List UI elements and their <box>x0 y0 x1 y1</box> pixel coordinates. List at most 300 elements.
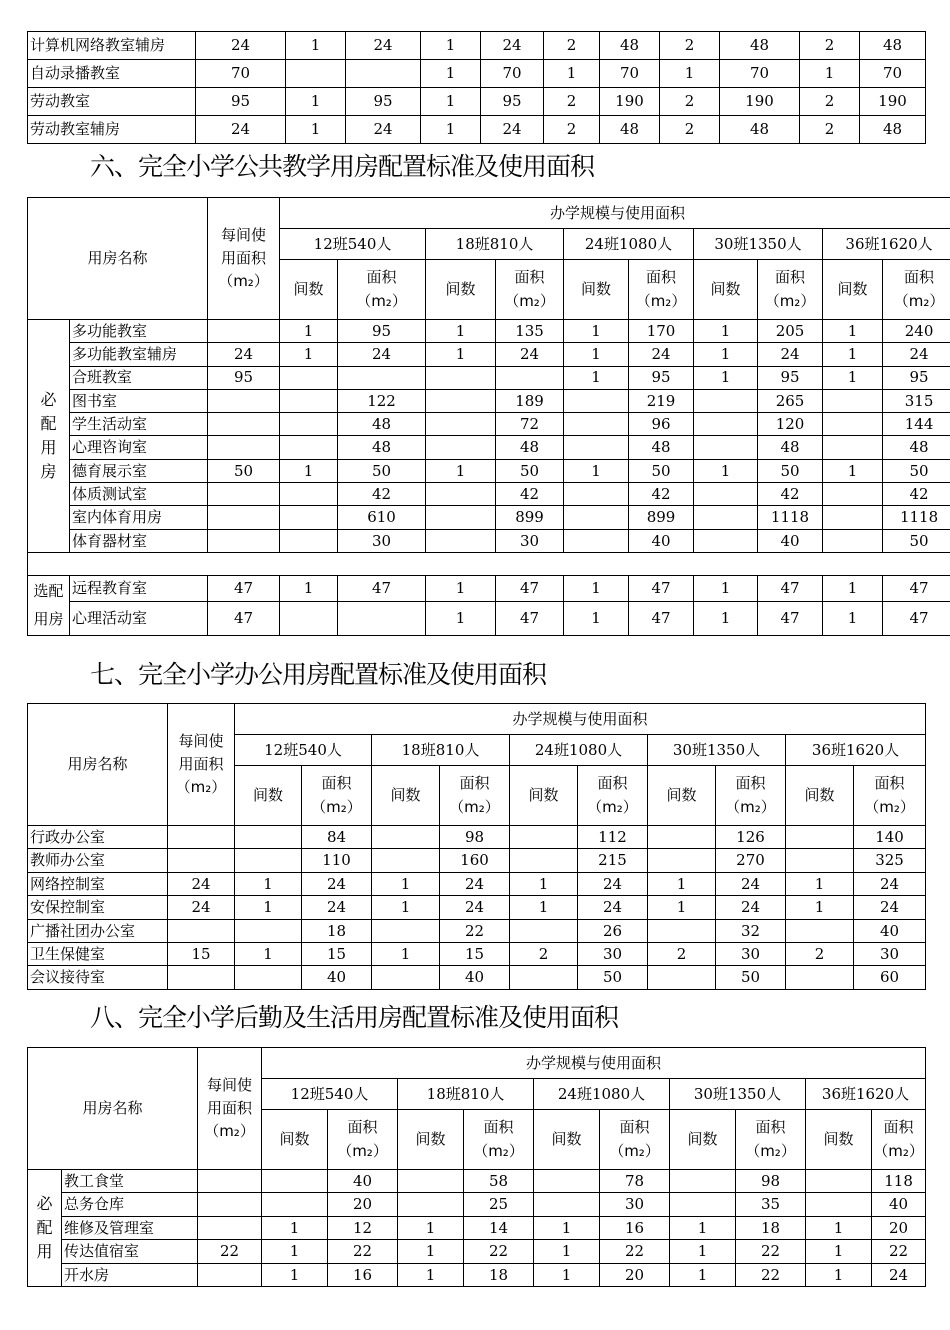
header-count: 间数 <box>510 766 578 826</box>
room-name-cell: 会议接待室 <box>28 966 168 989</box>
value-cell: 58 <box>464 1170 534 1193</box>
table-row <box>28 506 950 529</box>
header-count: 间数 <box>786 766 854 826</box>
value-cell <box>208 483 280 506</box>
value-cell: 1118 <box>758 506 823 529</box>
room-name-cell: 劳动教室 <box>28 88 196 116</box>
value-cell: 26 <box>578 919 648 942</box>
value-cell <box>372 849 440 872</box>
value-cell: 1 <box>398 1263 464 1286</box>
header-per-room-area: 每间使 用面积 （m₂） <box>208 198 280 320</box>
value-cell: 899 <box>629 506 694 529</box>
value-cell: 18 <box>464 1263 534 1286</box>
value-cell <box>426 483 496 506</box>
value-cell: 95 <box>883 366 950 389</box>
header-area: 面积 （m₂） <box>758 260 823 320</box>
value-cell: 30 <box>578 942 648 965</box>
header-scale-2: 24班1080人 <box>564 229 694 260</box>
value-cell: 47 <box>338 575 426 601</box>
room-name-cell: 自动录播教室 <box>28 60 196 88</box>
value-cell <box>823 413 883 436</box>
header-area: 面积 （m₂） <box>872 1110 926 1170</box>
room-name-cell: 学生活动室 <box>70 413 208 436</box>
header-scale: 办学规模与使用面积 <box>235 704 926 735</box>
value-cell <box>426 413 496 436</box>
header-count: 间数 <box>235 766 302 826</box>
value-cell: 1 <box>694 601 758 635</box>
value-cell: 24 <box>716 896 786 919</box>
value-cell: 190 <box>860 88 926 116</box>
value-cell <box>198 1193 262 1216</box>
value-cell <box>338 601 426 635</box>
value-cell: 2 <box>786 942 854 965</box>
value-cell: 1 <box>426 343 496 366</box>
value-cell: 50 <box>496 459 564 482</box>
value-cell: 22 <box>736 1263 806 1286</box>
value-cell: 1 <box>510 872 578 895</box>
spacer-row <box>28 552 950 575</box>
value-cell: 20 <box>328 1193 398 1216</box>
value-cell: 1 <box>262 1216 328 1239</box>
value-cell: 1 <box>262 1263 328 1286</box>
header-count: 间数 <box>806 1110 872 1170</box>
value-cell <box>823 506 883 529</box>
table-row <box>28 32 926 60</box>
value-cell: 40 <box>302 966 372 989</box>
value-cell: 2 <box>800 32 860 60</box>
value-cell <box>208 413 280 436</box>
value-cell <box>823 436 883 459</box>
table-row <box>28 436 950 459</box>
value-cell: 40 <box>854 919 926 942</box>
value-cell: 24 <box>578 896 648 919</box>
value-cell: 24 <box>168 896 235 919</box>
required-group-label: 必 配 用 房 <box>28 320 70 553</box>
value-cell: 22 <box>440 919 510 942</box>
value-cell: 22 <box>198 1240 262 1263</box>
value-cell <box>534 1193 600 1216</box>
value-cell <box>426 436 496 459</box>
value-cell: 1 <box>426 320 496 343</box>
value-cell: 98 <box>440 826 510 849</box>
value-cell: 42 <box>496 483 564 506</box>
value-cell <box>235 966 302 989</box>
value-cell <box>510 966 578 989</box>
value-cell: 1 <box>670 1263 736 1286</box>
value-cell: 48 <box>758 436 823 459</box>
value-cell: 20 <box>600 1263 670 1286</box>
value-cell: 18 <box>736 1216 806 1239</box>
value-cell <box>823 483 883 506</box>
value-cell <box>426 506 496 529</box>
value-cell: 1 <box>398 1240 464 1263</box>
table-row <box>28 483 950 506</box>
value-cell: 24 <box>208 343 280 366</box>
value-cell: 1 <box>648 896 716 919</box>
table-row <box>28 872 926 895</box>
value-cell: 24 <box>440 896 510 919</box>
value-cell: 24 <box>196 116 286 144</box>
value-cell: 122 <box>338 389 426 412</box>
header-count: 间数 <box>372 766 440 826</box>
value-cell <box>510 919 578 942</box>
value-cell: 30 <box>496 529 564 552</box>
value-cell: 118 <box>872 1170 926 1193</box>
value-cell: 50 <box>716 966 786 989</box>
header-area: 面积 （m₂） <box>578 766 648 826</box>
value-cell: 47 <box>758 601 823 635</box>
value-cell: 24 <box>578 872 648 895</box>
value-cell: 1 <box>534 1216 600 1239</box>
header-scale-0: 12班540人 <box>280 229 426 260</box>
header-count: 间数 <box>280 260 338 320</box>
room-name-cell: 教师办公室 <box>28 849 168 872</box>
value-cell <box>564 506 629 529</box>
room-name-cell: 体育器材室 <box>70 529 208 552</box>
value-cell: 95 <box>346 88 421 116</box>
header-room-name: 用房名称 <box>28 198 208 320</box>
header-count: 间数 <box>694 260 758 320</box>
value-cell <box>694 529 758 552</box>
value-cell: 240 <box>883 320 950 343</box>
value-cell <box>208 436 280 459</box>
value-cell: 60 <box>854 966 926 989</box>
value-cell: 325 <box>854 849 926 872</box>
value-cell <box>168 966 235 989</box>
value-cell: 24 <box>440 872 510 895</box>
value-cell: 70 <box>600 60 660 88</box>
value-cell: 1 <box>398 1216 464 1239</box>
value-cell: 24 <box>168 872 235 895</box>
value-cell: 170 <box>629 320 694 343</box>
value-cell <box>648 849 716 872</box>
value-cell: 24 <box>481 32 544 60</box>
value-cell: 18 <box>302 919 372 942</box>
value-cell: 24 <box>338 343 426 366</box>
value-cell: 47 <box>496 575 564 601</box>
value-cell: 22 <box>872 1240 926 1263</box>
value-cell <box>564 483 629 506</box>
value-cell <box>564 389 629 412</box>
value-cell: 1 <box>694 366 758 389</box>
header-count: 间数 <box>262 1110 328 1170</box>
value-cell: 1 <box>564 601 629 635</box>
value-cell: 1 <box>421 88 481 116</box>
value-cell: 24 <box>629 343 694 366</box>
value-cell: 190 <box>600 88 660 116</box>
header-area: 面积 （m₂） <box>440 766 510 826</box>
room-name-cell: 德育展示室 <box>70 459 208 482</box>
value-cell: 24 <box>854 872 926 895</box>
value-cell: 1 <box>694 320 758 343</box>
header-scale-4: 36班1620人 <box>786 735 926 766</box>
value-cell: 112 <box>578 826 648 849</box>
header-scale-3: 30班1350人 <box>670 1079 806 1110</box>
value-cell <box>280 436 338 459</box>
value-cell: 1 <box>286 32 346 60</box>
value-cell: 1 <box>786 872 854 895</box>
value-cell: 24 <box>302 872 372 895</box>
room-name-cell: 计算机网络教室辅房 <box>28 32 196 60</box>
value-cell: 84 <box>302 826 372 849</box>
value-cell: 22 <box>736 1240 806 1263</box>
value-cell: 30 <box>716 942 786 965</box>
value-cell <box>286 60 346 88</box>
spacer-cell <box>28 552 950 575</box>
value-cell: 1 <box>372 872 440 895</box>
value-cell <box>510 826 578 849</box>
value-cell: 1 <box>564 366 629 389</box>
room-name-cell: 网络控制室 <box>28 872 168 895</box>
table-row <box>28 1263 926 1286</box>
value-cell: 899 <box>496 506 564 529</box>
table-row <box>28 389 950 412</box>
table-row <box>28 942 926 965</box>
value-cell: 1 <box>806 1216 872 1239</box>
header-count: 间数 <box>648 766 716 826</box>
value-cell <box>398 1193 464 1216</box>
value-cell: 42 <box>758 483 823 506</box>
value-cell <box>786 826 854 849</box>
value-cell: 219 <box>629 389 694 412</box>
value-cell: 1 <box>235 942 302 965</box>
optional-group-label: 选配 用房 <box>28 575 70 635</box>
value-cell <box>372 826 440 849</box>
value-cell: 40 <box>629 529 694 552</box>
table-row <box>28 1216 926 1239</box>
header-per-room-area: 每间使 用面积 （m₂） <box>198 1048 262 1170</box>
value-cell: 1 <box>286 88 346 116</box>
header-scale-1: 18班810人 <box>372 735 510 766</box>
room-name-cell: 劳动教室辅房 <box>28 116 196 144</box>
value-cell: 1 <box>421 60 481 88</box>
value-cell: 30 <box>600 1193 670 1216</box>
value-cell: 1 <box>660 60 720 88</box>
room-name-cell: 多功能教室 <box>70 320 208 343</box>
value-cell: 1 <box>806 1263 872 1286</box>
header-area: 面积 （m₂） <box>716 766 786 826</box>
value-cell: 24 <box>196 32 286 60</box>
value-cell: 1 <box>426 459 496 482</box>
table-row <box>28 966 926 989</box>
value-cell: 265 <box>758 389 823 412</box>
table-row <box>28 1193 926 1216</box>
value-cell <box>346 60 421 88</box>
value-cell: 48 <box>860 116 926 144</box>
value-cell: 30 <box>338 529 426 552</box>
room-name-cell: 安保控制室 <box>28 896 168 919</box>
value-cell: 98 <box>736 1170 806 1193</box>
value-cell: 144 <box>883 413 950 436</box>
table-row <box>28 826 926 849</box>
value-cell: 1 <box>564 320 629 343</box>
value-cell: 40 <box>758 529 823 552</box>
value-cell: 610 <box>338 506 426 529</box>
value-cell: 1 <box>280 459 338 482</box>
value-cell: 1 <box>426 601 496 635</box>
header-scale-4: 36班1620人 <box>806 1079 926 1110</box>
value-cell: 40 <box>440 966 510 989</box>
header-area: 面积 （m₂） <box>883 260 950 320</box>
value-cell: 48 <box>600 116 660 144</box>
value-cell: 1 <box>235 872 302 895</box>
value-cell <box>510 849 578 872</box>
value-cell: 40 <box>328 1170 398 1193</box>
value-cell: 47 <box>883 575 950 601</box>
room-name-cell: 总务仓库 <box>62 1193 198 1216</box>
value-cell: 25 <box>464 1193 534 1216</box>
value-cell: 2 <box>510 942 578 965</box>
room-name-cell: 开水房 <box>62 1263 198 1286</box>
section7-table <box>27 703 926 990</box>
value-cell: 2 <box>544 88 600 116</box>
table-row <box>28 60 926 88</box>
value-cell: 2 <box>660 32 720 60</box>
value-cell <box>262 1193 328 1216</box>
header-count: 间数 <box>534 1110 600 1170</box>
value-cell: 1 <box>280 343 338 366</box>
value-cell <box>208 506 280 529</box>
value-cell <box>235 919 302 942</box>
value-cell: 47 <box>208 575 280 601</box>
header-count: 间数 <box>398 1110 464 1170</box>
value-cell: 2 <box>544 32 600 60</box>
value-cell: 1 <box>534 1263 600 1286</box>
value-cell <box>534 1170 600 1193</box>
value-cell <box>670 1170 736 1193</box>
value-cell <box>208 389 280 412</box>
room-name-cell: 室内体育用房 <box>70 506 208 529</box>
room-name-cell: 合班教室 <box>70 366 208 389</box>
table-row <box>28 919 926 942</box>
value-cell <box>198 1170 262 1193</box>
value-cell: 95 <box>758 366 823 389</box>
table-row <box>28 88 926 116</box>
value-cell: 15 <box>440 942 510 965</box>
value-cell: 95 <box>338 320 426 343</box>
value-cell: 1 <box>670 1216 736 1239</box>
header-area: 面积 （m₂） <box>338 260 426 320</box>
header-count: 间数 <box>670 1110 736 1170</box>
value-cell: 15 <box>302 942 372 965</box>
table-row <box>28 1240 926 1263</box>
value-cell: 189 <box>496 389 564 412</box>
value-cell: 22 <box>464 1240 534 1263</box>
value-cell: 1118 <box>883 506 950 529</box>
section8-table <box>27 1047 926 1287</box>
value-cell: 1 <box>806 1240 872 1263</box>
value-cell <box>806 1170 872 1193</box>
table-row <box>28 413 950 436</box>
value-cell <box>208 320 280 343</box>
value-cell <box>564 436 629 459</box>
value-cell: 24 <box>758 343 823 366</box>
value-cell: 205 <box>758 320 823 343</box>
value-cell: 47 <box>496 601 564 635</box>
value-cell: 135 <box>496 320 564 343</box>
value-cell: 32 <box>716 919 786 942</box>
value-cell <box>694 506 758 529</box>
value-cell: 24 <box>302 896 372 919</box>
value-cell: 70 <box>860 60 926 88</box>
value-cell <box>426 529 496 552</box>
value-cell: 24 <box>346 32 421 60</box>
value-cell: 1 <box>426 575 496 601</box>
value-cell <box>670 1193 736 1216</box>
room-name-cell: 体质测试室 <box>70 483 208 506</box>
value-cell: 1 <box>823 601 883 635</box>
header-area: 面积 （m₂） <box>629 260 694 320</box>
value-cell: 110 <box>302 849 372 872</box>
table-row <box>28 896 926 919</box>
table-row <box>28 1170 926 1193</box>
value-cell <box>786 849 854 872</box>
value-cell: 30 <box>854 942 926 965</box>
value-cell: 1 <box>421 32 481 60</box>
value-cell <box>280 529 338 552</box>
value-cell: 95 <box>481 88 544 116</box>
table-row <box>28 575 950 601</box>
value-cell: 42 <box>629 483 694 506</box>
room-name-cell: 图书室 <box>70 389 208 412</box>
value-cell: 2 <box>800 88 860 116</box>
value-cell <box>198 1263 262 1286</box>
header-area: 面积 （m₂） <box>496 260 564 320</box>
value-cell: 35 <box>736 1193 806 1216</box>
value-cell <box>496 366 564 389</box>
value-cell <box>280 483 338 506</box>
section6-title: 六、完全小学公共教学用房配置标准及使用面积 <box>90 152 595 181</box>
value-cell: 50 <box>208 459 280 482</box>
value-cell: 315 <box>883 389 950 412</box>
value-cell: 1 <box>372 896 440 919</box>
value-cell <box>208 529 280 552</box>
table-row <box>28 849 926 872</box>
value-cell <box>648 966 716 989</box>
value-cell: 1 <box>823 459 883 482</box>
value-cell <box>806 1193 872 1216</box>
value-cell: 24 <box>346 116 421 144</box>
table-row <box>28 343 950 366</box>
value-cell <box>648 826 716 849</box>
room-name-cell: 远程教育室 <box>70 575 208 601</box>
value-cell <box>694 389 758 412</box>
value-cell: 270 <box>716 849 786 872</box>
value-cell <box>426 389 496 412</box>
header-count: 间数 <box>823 260 883 320</box>
value-cell: 50 <box>338 459 426 482</box>
value-cell: 48 <box>338 413 426 436</box>
value-cell: 48 <box>720 32 800 60</box>
value-cell <box>398 1170 464 1193</box>
value-cell <box>694 483 758 506</box>
value-cell: 24 <box>481 116 544 144</box>
value-cell <box>235 849 302 872</box>
value-cell: 50 <box>758 459 823 482</box>
room-name-cell: 广播社团办公室 <box>28 919 168 942</box>
value-cell: 47 <box>758 575 823 601</box>
value-cell: 70 <box>720 60 800 88</box>
value-cell: 1 <box>564 575 629 601</box>
header-count: 间数 <box>426 260 496 320</box>
value-cell: 1 <box>544 60 600 88</box>
header-area: 面积 （m₂） <box>302 766 372 826</box>
value-cell: 95 <box>208 366 280 389</box>
value-cell: 16 <box>600 1216 670 1239</box>
value-cell: 40 <box>872 1193 926 1216</box>
section8-title: 八、完全小学后勤及生活用房配置标准及使用面积 <box>90 1003 619 1032</box>
table-row <box>28 529 950 552</box>
